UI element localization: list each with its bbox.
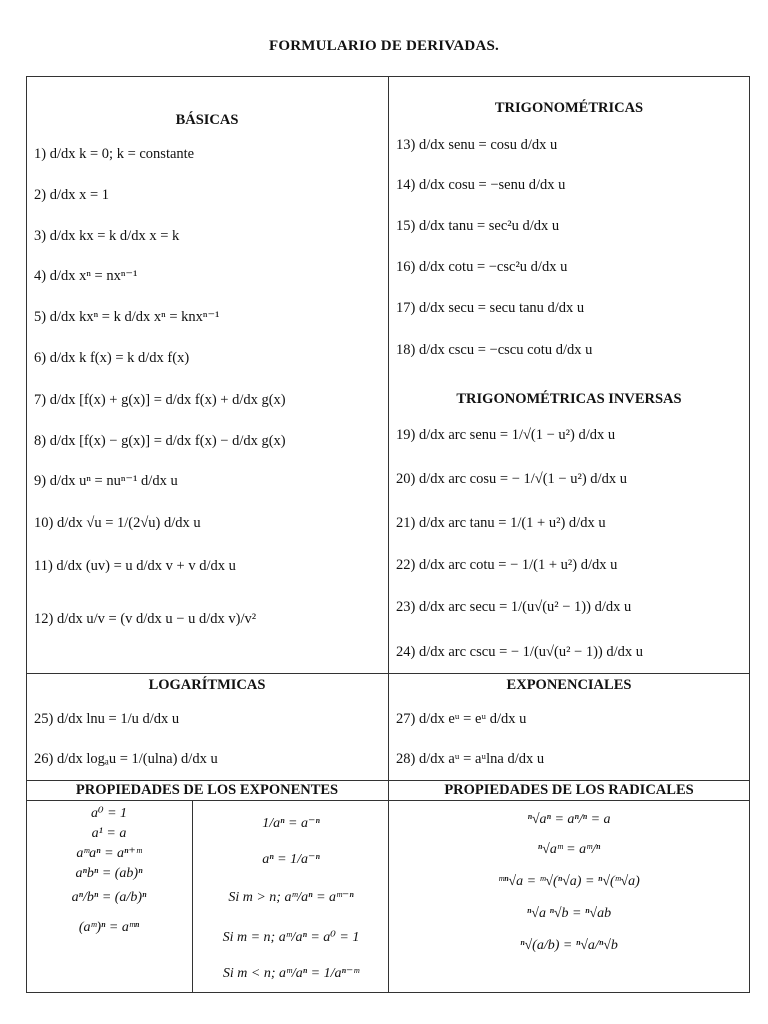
formula-basicas-9: 9) d/dx uⁿ = nuⁿ⁻¹ d/dx u bbox=[34, 473, 178, 489]
exponent-prop-5: aⁿ/bⁿ = (a/b)ⁿ bbox=[71, 890, 147, 905]
heading-trigonometricas: TRIGONOMÉTRICAS bbox=[494, 100, 644, 116]
exponent-prop-3: aᵐaⁿ = aⁿ⁺ᵐ bbox=[76, 846, 142, 861]
exponent-prop-11: Si m < n; aᵐ/aⁿ = 1/aⁿ⁻ᵐ bbox=[222, 966, 360, 981]
formula-inv-19: 19) d/dx arc senu = 1/√(1 − u²) d/dx u bbox=[396, 427, 616, 443]
heading-trig-inversas: TRIGONOMÉTRICAS INVERSAS bbox=[456, 391, 682, 407]
formula-basicas-7: 7) d/dx [f(x) + g(x)] = d/dx f(x) + d/dx g(x) bbox=[34, 392, 286, 408]
formula-inv-21: 21) d/dx arc tanu = 1/(1 + u²) d/dx u bbox=[396, 515, 606, 531]
radical-prop-5: ⁿ√(a/b) = ⁿ√a/ⁿ√b bbox=[520, 938, 618, 953]
heading-logaritmicas: LOGARÍTMICAS bbox=[148, 677, 266, 693]
heading-exponenciales: EXPONENCIALES bbox=[506, 677, 632, 693]
formula-inv-24: 24) d/dx arc cscu = − 1/(u√(u² − 1)) d/dx u bbox=[396, 644, 644, 660]
formula-exp-27: 27) d/dx eᵘ = eᵘ d/dx u bbox=[396, 711, 527, 727]
radical-prop-2: ⁿ√aᵐ = aᵐ/ⁿ bbox=[537, 842, 601, 857]
exponent-prop-7: 1/aⁿ = a⁻ⁿ bbox=[262, 816, 320, 831]
exponent-prop-8: aⁿ = 1/a⁻ⁿ bbox=[262, 852, 320, 867]
formula-inv-23: 23) d/dx arc secu = 1/(u√(u² − 1)) d/dx u bbox=[396, 599, 632, 615]
exponent-prop-10: Si m = n; aᵐ/aⁿ = a⁰ = 1 bbox=[222, 930, 360, 945]
divider-2 bbox=[26, 780, 750, 781]
formula-trig-14: 14) d/dx cosu = −senu d/dx u bbox=[396, 177, 566, 193]
divider-1 bbox=[26, 673, 750, 674]
formula-basicas-6: 6) d/dx k f(x) = k d/dx f(x) bbox=[34, 350, 190, 366]
page-title: FORMULARIO DE DERIVADAS. bbox=[269, 38, 499, 54]
exponent-prop-9: Si m > n; aᵐ/aⁿ = aᵐ⁻ⁿ bbox=[228, 890, 354, 905]
divider-exponentes bbox=[192, 800, 193, 993]
formula-trig-16: 16) d/dx cotu = −csc²u d/dx u bbox=[396, 259, 568, 275]
exponent-prop-4: aⁿbⁿ = (ab)ⁿ bbox=[75, 866, 143, 881]
divider-3 bbox=[26, 800, 750, 801]
radical-prop-4: ⁿ√a ⁿ√b = ⁿ√ab bbox=[526, 906, 612, 921]
formula-basicas-2: 2) d/dx x = 1 bbox=[34, 187, 110, 203]
formula-basicas-11: 11) d/dx (uv) = u d/dx v + v d/dx u bbox=[34, 558, 236, 574]
formula-basicas-1: 1) d/dx k = 0; k = constante bbox=[34, 146, 195, 162]
radical-prop-1: ⁿ√aⁿ = aⁿ/ⁿ = a bbox=[527, 812, 611, 827]
formula-basicas-5: 5) d/dx kxⁿ = k d/dx xⁿ = knxⁿ⁻¹ bbox=[34, 309, 220, 325]
formula-inv-22: 22) d/dx arc cotu = − 1/(1 + u²) d/dx u bbox=[396, 557, 618, 573]
formula-basicas-12: 12) d/dx u/v = (v d/dx u − u d/dx v)/v² bbox=[34, 611, 257, 627]
formula-basicas-10: 10) d/dx √u = 1/(2√u) d/dx u bbox=[34, 515, 201, 531]
formula-exp-28: 28) d/dx aᵘ = aᵘlna d/dx u bbox=[396, 751, 545, 767]
formula-basicas-4: 4) d/dx xⁿ = nxⁿ⁻¹ bbox=[34, 268, 138, 284]
formula-log-26: 26) d/dx logₐu = 1/(ulna) d/dx u bbox=[34, 751, 218, 767]
formula-trig-18: 18) d/dx cscu = −cscu cotu d/dx u bbox=[396, 342, 593, 358]
formula-trig-15: 15) d/dx tanu = sec²u d/dx u bbox=[396, 218, 560, 234]
exponent-prop-2: a¹ = a bbox=[91, 826, 127, 841]
formula-log-25: 25) d/dx lnu = 1/u d/dx u bbox=[34, 711, 180, 727]
formula-basicas-3: 3) d/dx kx = k d/dx x = k bbox=[34, 228, 180, 244]
heading-radicales: PROPIEDADES DE LOS RADICALES bbox=[444, 782, 694, 798]
formula-trig-13: 13) d/dx senu = cosu d/dx u bbox=[396, 137, 558, 153]
exponent-prop-6: (aᵐ)ⁿ = aᵐⁿ bbox=[78, 920, 140, 935]
formula-basicas-8: 8) d/dx [f(x) − g(x)] = d/dx f(x) − d/dx g(x) bbox=[34, 433, 286, 449]
exponent-prop-1: a⁰ = 1 bbox=[90, 806, 128, 821]
heading-exponentes: PROPIEDADES DE LOS EXPONENTES bbox=[75, 782, 339, 798]
formula-inv-20: 20) d/dx arc cosu = − 1/√(1 − u²) d/dx u bbox=[396, 471, 627, 487]
radical-prop-3: ᵐⁿ√a = ᵐ√(ⁿ√a) = ⁿ√(ᵐ√a) bbox=[498, 874, 640, 889]
formula-trig-17: 17) d/dx secu = secu tanu d/dx u bbox=[396, 300, 585, 316]
heading-basicas: BÁSICAS bbox=[175, 112, 239, 128]
